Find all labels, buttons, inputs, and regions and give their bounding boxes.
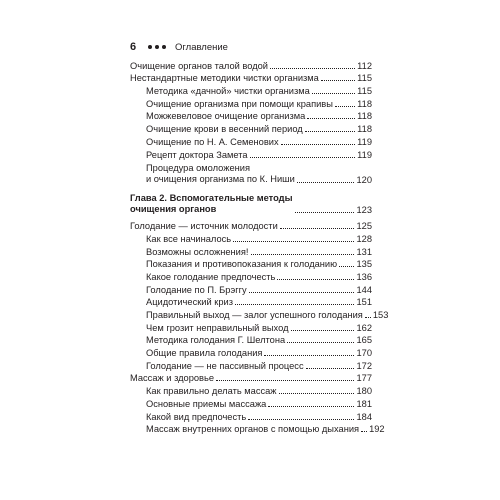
toc-entry-page-number: 153 <box>372 310 389 320</box>
toc-entry-page-number: 135 <box>356 259 372 270</box>
toc-entry <box>130 359 372 372</box>
toc-entry-page-number: 115 <box>357 86 372 97</box>
header-dots-ornament <box>148 45 166 49</box>
toc-entry-title: Голодание — не пассивный процесс <box>146 360 304 371</box>
toc-entry <box>130 258 372 271</box>
toc-entry-page-number: 131 <box>356 246 372 257</box>
toc-entry <box>130 84 372 97</box>
toc-entry-title: Можжевеловое очищение организма <box>146 111 306 122</box>
dot-leader <box>270 68 355 69</box>
toc-entry <box>130 283 372 296</box>
toc-entry-page-number: 162 <box>356 322 372 333</box>
toc-entry <box>130 220 372 233</box>
dot-leader <box>339 266 354 267</box>
header-title: Оглавление <box>175 41 228 53</box>
dot-leader <box>291 330 355 331</box>
toc-entry-title: Процедура омоложения и очищения организма по К. Ниши <box>146 162 295 184</box>
toc-entry-title: Глава 2. Вспомогательные методы очищения органов <box>130 192 293 214</box>
dot-leader <box>321 80 355 81</box>
dot-leader <box>312 93 355 94</box>
toc-entry <box>130 161 372 186</box>
toc-entry-page-number: 144 <box>356 284 372 295</box>
toc-entry-page-number: 184 <box>356 411 372 422</box>
toc-entry-page-number: 151 <box>356 297 372 308</box>
toc-entry <box>130 148 372 161</box>
dot-leader <box>307 118 355 119</box>
toc-entry-title: Как все начиналось <box>146 233 232 244</box>
dot-leader <box>268 406 354 407</box>
toc-entry <box>130 410 372 423</box>
toc-entry-title: Голодание — источник молодости <box>130 221 278 232</box>
dot-leader <box>216 380 354 381</box>
toc-entry-title: Показания и противопоказания к голоданию <box>146 259 338 270</box>
toc-entry-title: Правильный выход — залог успешного голодания <box>146 310 363 320</box>
toc-entry-page-number: 118 <box>357 111 372 122</box>
toc-entry <box>130 72 372 85</box>
dot-leader <box>297 182 355 183</box>
toc-entry-page-number: 123 <box>356 204 372 215</box>
toc-entry <box>130 372 372 385</box>
toc-entry <box>130 423 385 436</box>
toc-entry-title: Очищение крови в весенний период <box>146 124 303 135</box>
toc-entry-page-number: 165 <box>356 335 372 346</box>
dot-leader <box>365 317 371 318</box>
toc-entry-title: Голодание по П. Брэггу <box>146 284 247 295</box>
toc-entry-title: Общие правила голодания <box>146 348 263 359</box>
toc-entry <box>130 232 372 245</box>
dot-leader <box>251 254 355 255</box>
dot-icon <box>162 45 166 49</box>
toc-entry-page-number: 192 <box>369 424 385 435</box>
toc-entry-title: Массаж внутренних органов с помощью дыхания <box>146 424 360 435</box>
toc-entry-page-number: 181 <box>356 398 372 409</box>
toc-entry-page-number: 125 <box>356 221 372 232</box>
toc-entry <box>130 122 372 135</box>
toc-entry <box>130 384 372 397</box>
toc-entry <box>130 97 372 110</box>
toc-entry <box>130 296 372 309</box>
toc-entry-title: Нестандартные методики чистки организма <box>130 73 319 84</box>
toc-entry-title: Ацидотический криз <box>146 297 233 308</box>
toc-entry <box>130 135 372 148</box>
toc-entry-page-number: 112 <box>357 60 372 71</box>
dot-leader <box>361 431 367 432</box>
toc-entry-page-number: 172 <box>356 360 372 371</box>
toc-entry-title: Основные приемы массажа <box>146 398 267 409</box>
dot-leader <box>233 241 354 242</box>
toc-entry <box>130 346 372 359</box>
toc-entry-page-number: 170 <box>356 348 372 359</box>
toc-entry-title: Какой вид предпочесть <box>146 411 247 422</box>
toc-entry <box>130 110 372 123</box>
dot-leader <box>305 131 355 132</box>
dot-leader <box>335 106 355 107</box>
toc-entry <box>130 308 389 321</box>
toc-entry <box>130 397 372 410</box>
toc-entry-title: Очищение по Н. А. Семенових <box>146 136 279 147</box>
dot-leader <box>250 157 356 158</box>
toc-entry-title: Очищение организма при помощи крапивы <box>146 98 333 109</box>
dot-leader <box>279 393 355 394</box>
toc-entry <box>130 245 372 258</box>
toc-entry-page-number: 118 <box>357 124 372 135</box>
table-of-contents <box>130 59 389 435</box>
toc-entry-title: Массаж и здоровье <box>130 373 215 384</box>
dot-leader <box>235 304 355 305</box>
dot-leader <box>306 368 355 369</box>
toc-entry-title: Возможны осложнения! <box>146 246 249 257</box>
toc-entry-page-number: 120 <box>356 174 372 185</box>
toc-entry <box>130 334 372 347</box>
dot-leader <box>280 228 355 229</box>
toc-entry <box>130 59 372 72</box>
toc-entry-title: Чем грозит неправильный выход <box>146 322 289 333</box>
toc-entry <box>130 270 372 283</box>
running-header <box>130 40 228 54</box>
toc-entry-page-number: 118 <box>357 98 372 109</box>
toc-entry-title: Методика голодания Г. Шелтона <box>146 335 286 346</box>
toc-entry-title: Какое голодание предпочесть <box>146 271 276 282</box>
page-number: 6 <box>130 41 137 53</box>
toc-entry-title: Как правильно делать массаж <box>146 386 277 397</box>
toc-entry-title: Рецепт доктора Замета <box>146 149 248 160</box>
toc-entry-page-number: 119 <box>357 136 372 147</box>
dot-leader <box>277 279 354 280</box>
dot-leader <box>264 355 354 356</box>
toc-entry-title: Методика «дачной» чистки организма <box>146 86 310 97</box>
toc-chapter-heading <box>130 192 372 216</box>
toc-entry-title: Очищение органов талой водой <box>130 60 268 71</box>
dot-icon <box>155 45 159 49</box>
dot-icon <box>148 45 152 49</box>
toc-entry <box>130 321 372 334</box>
dot-leader <box>249 292 355 293</box>
toc-entry-page-number: 119 <box>357 149 372 160</box>
toc-entry-page-number: 128 <box>356 233 372 244</box>
toc-entry-page-number: 180 <box>356 386 372 397</box>
dot-leader <box>287 342 354 343</box>
dot-leader <box>281 144 356 145</box>
toc-entry-page-number: 177 <box>356 373 372 384</box>
dot-leader <box>295 212 355 213</box>
toc-entry-page-number: 115 <box>357 73 372 84</box>
dot-leader <box>248 419 354 420</box>
toc-entry-page-number: 136 <box>356 271 372 282</box>
